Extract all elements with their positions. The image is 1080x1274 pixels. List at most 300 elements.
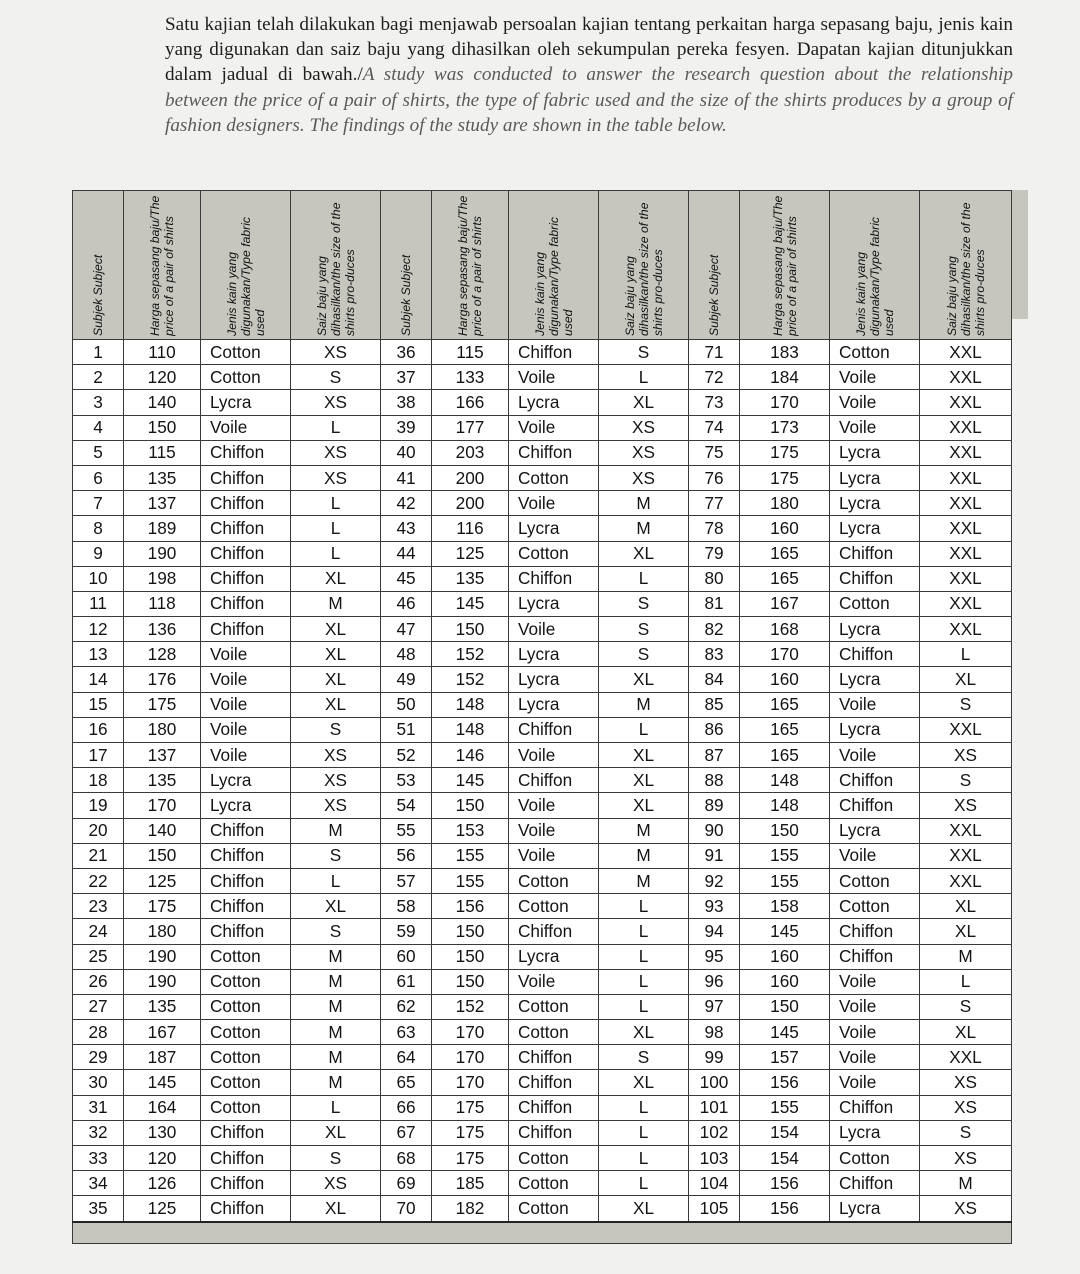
size-cell: XL [599, 390, 689, 415]
size-cell: XL [599, 768, 689, 793]
price-cell: 165 [740, 566, 830, 591]
subject-cell: 46 [381, 591, 432, 616]
price-cell: 168 [740, 617, 830, 642]
subject-cell: 23 [73, 894, 124, 919]
subject-cell: 58 [381, 894, 432, 919]
size-cell: L [599, 969, 689, 994]
size-cell: M [599, 491, 689, 516]
size-cell: S [920, 994, 1012, 1019]
fabric-cell: Cotton [509, 894, 599, 919]
price-cell: 150 [432, 919, 509, 944]
subject-cell: 36 [381, 340, 432, 365]
table-row [73, 692, 1012, 717]
subject-cell: 68 [381, 1146, 432, 1171]
table-row [73, 667, 1012, 692]
fabric-cell: Cotton [509, 1171, 599, 1196]
subject-cell: 14 [73, 667, 124, 692]
fabric-cell: Cotton [509, 1020, 599, 1045]
price-cell: 150 [124, 415, 201, 440]
price-cell: 135 [124, 465, 201, 490]
size-cell: XS [291, 440, 381, 465]
subject-cell: 35 [73, 1196, 124, 1222]
subject-cell: 56 [381, 843, 432, 868]
price-cell: 176 [124, 667, 201, 692]
subject-cell: 105 [689, 1196, 740, 1222]
fabric-cell: Chiffon [830, 768, 920, 793]
size-cell: S [599, 340, 689, 365]
fabric-cell: Lycra [830, 818, 920, 843]
fabric-cell: Voile [830, 1045, 920, 1070]
size-cell: M [599, 818, 689, 843]
subject-cell: 97 [689, 994, 740, 1019]
fabric-cell: Cotton [201, 365, 291, 390]
size-cell: M [599, 843, 689, 868]
size-cell: XL [291, 667, 381, 692]
size-cell: XL [599, 1196, 689, 1222]
fabric-cell: Chiffon [201, 516, 291, 541]
header-label: Saiz baju yang dihasilkan/the size of the shirts pro-duces [944, 202, 987, 336]
fabric-cell: Lycra [509, 642, 599, 667]
price-cell: 145 [432, 768, 509, 793]
subject-cell: 81 [689, 591, 740, 616]
subject-cell: 64 [381, 1045, 432, 1070]
price-cell: 155 [740, 843, 830, 868]
price-cell: 166 [432, 390, 509, 415]
size-cell: XXL [920, 465, 1012, 490]
price-cell: 130 [124, 1120, 201, 1145]
price-cell: 145 [740, 1020, 830, 1045]
price-cell: 175 [740, 440, 830, 465]
header-price [124, 191, 201, 340]
fabric-cell: Voile [201, 743, 291, 768]
price-cell: 155 [740, 1095, 830, 1120]
table-header [73, 191, 1012, 340]
subject-cell: 72 [689, 365, 740, 390]
size-cell: XL [291, 642, 381, 667]
subject-cell: 19 [73, 793, 124, 818]
subject-cell: 31 [73, 1095, 124, 1120]
header-fabric [830, 191, 920, 340]
size-cell: XXL [920, 440, 1012, 465]
price-cell: 165 [740, 541, 830, 566]
size-cell: XL [920, 667, 1012, 692]
price-cell: 170 [740, 642, 830, 667]
price-cell: 118 [124, 591, 201, 616]
table-row [73, 365, 1012, 390]
size-cell: XL [920, 894, 1012, 919]
fabric-cell: Lycra [201, 768, 291, 793]
price-cell: 146 [432, 743, 509, 768]
size-cell: M [291, 1070, 381, 1095]
footer-band [73, 1222, 1012, 1244]
fabric-cell: Voile [830, 1070, 920, 1095]
header-price [740, 191, 830, 340]
price-cell: 115 [432, 340, 509, 365]
subject-cell: 42 [381, 491, 432, 516]
subject-cell: 85 [689, 692, 740, 717]
fabric-cell: Lycra [830, 667, 920, 692]
size-cell: S [599, 1045, 689, 1070]
fabric-cell: Chiffon [509, 1070, 599, 1095]
subject-cell: 52 [381, 743, 432, 768]
fabric-cell: Chiffon [830, 919, 920, 944]
table-row [73, 491, 1012, 516]
subject-cell: 7 [73, 491, 124, 516]
price-cell: 160 [740, 969, 830, 994]
price-cell: 128 [124, 642, 201, 667]
price-cell: 136 [124, 617, 201, 642]
size-cell: XL [291, 894, 381, 919]
fabric-cell: Lycra [830, 1196, 920, 1222]
table-row [73, 1146, 1012, 1171]
size-cell: S [291, 1146, 381, 1171]
price-cell: 145 [124, 1070, 201, 1095]
size-cell: XXL [920, 617, 1012, 642]
fabric-cell: Cotton [201, 969, 291, 994]
subject-cell: 96 [689, 969, 740, 994]
subject-cell: 59 [381, 919, 432, 944]
fabric-cell: Chiffon [509, 1120, 599, 1145]
fabric-cell: Lycra [201, 390, 291, 415]
subject-cell: 62 [381, 994, 432, 1019]
price-cell: 180 [124, 919, 201, 944]
fabric-cell: Lycra [830, 440, 920, 465]
size-cell: XS [599, 440, 689, 465]
subject-cell: 28 [73, 1020, 124, 1045]
price-cell: 175 [432, 1146, 509, 1171]
subject-cell: 47 [381, 617, 432, 642]
table-row [73, 894, 1012, 919]
size-cell: XL [291, 692, 381, 717]
price-cell: 148 [740, 793, 830, 818]
subject-cell: 77 [689, 491, 740, 516]
table-row [73, 340, 1012, 365]
subject-cell: 16 [73, 717, 124, 742]
fabric-cell: Lycra [830, 465, 920, 490]
price-cell: 167 [740, 591, 830, 616]
price-cell: 120 [124, 365, 201, 390]
size-cell: M [291, 969, 381, 994]
fabric-cell: Cotton [201, 1045, 291, 1070]
header-label: Harga sepasang baju/The price of a pair of shirts [148, 195, 176, 336]
table-row [73, 465, 1012, 490]
fabric-cell: Chiffon [509, 340, 599, 365]
subject-cell: 41 [381, 465, 432, 490]
fabric-cell: Voile [201, 642, 291, 667]
size-cell: XXL [920, 415, 1012, 440]
subject-cell: 67 [381, 1120, 432, 1145]
price-cell: 170 [432, 1045, 509, 1070]
size-cell: L [599, 566, 689, 591]
price-cell: 182 [432, 1196, 509, 1222]
size-cell: L [291, 415, 381, 440]
subject-cell: 79 [689, 541, 740, 566]
size-cell: S [920, 768, 1012, 793]
fabric-cell: Lycra [830, 717, 920, 742]
subject-cell: 20 [73, 818, 124, 843]
fabric-cell: Cotton [201, 944, 291, 969]
subject-cell: 84 [689, 667, 740, 692]
subject-cell: 4 [73, 415, 124, 440]
intro-paragraph [165, 12, 1013, 138]
price-cell: 150 [124, 843, 201, 868]
table-row [73, 1020, 1012, 1045]
header-label: Saiz baju yang dihasilkan/the size of the shirts pro-duces [622, 202, 665, 336]
price-cell: 156 [740, 1196, 830, 1222]
price-cell: 125 [124, 868, 201, 893]
fabric-cell: Chiffon [509, 768, 599, 793]
header-subject [689, 191, 740, 340]
size-cell: XXL [920, 591, 1012, 616]
size-cell: XL [599, 1070, 689, 1095]
size-cell: M [291, 994, 381, 1019]
subject-cell: 66 [381, 1095, 432, 1120]
table-row [73, 1120, 1012, 1145]
table-row [73, 591, 1012, 616]
size-cell: XS [599, 465, 689, 490]
size-cell: L [599, 994, 689, 1019]
price-cell: 200 [432, 491, 509, 516]
header-subject [381, 191, 432, 340]
subject-cell: 82 [689, 617, 740, 642]
subject-cell: 61 [381, 969, 432, 994]
fabric-cell: Lycra [509, 516, 599, 541]
fabric-cell: Lycra [509, 944, 599, 969]
size-cell: L [291, 1095, 381, 1120]
table-row [73, 1095, 1012, 1120]
table-row [73, 566, 1012, 591]
table-row [73, 919, 1012, 944]
subject-cell: 2 [73, 365, 124, 390]
price-cell: 156 [740, 1171, 830, 1196]
price-cell: 177 [432, 415, 509, 440]
price-cell: 152 [432, 994, 509, 1019]
fabric-cell: Chiffon [509, 566, 599, 591]
subject-cell: 3 [73, 390, 124, 415]
subject-cell: 94 [689, 919, 740, 944]
table-row [73, 743, 1012, 768]
subject-cell: 21 [73, 843, 124, 868]
fabric-cell: Voile [509, 743, 599, 768]
subject-cell: 57 [381, 868, 432, 893]
subject-cell: 101 [689, 1095, 740, 1120]
fabric-cell: Chiffon [201, 1171, 291, 1196]
subject-cell: 15 [73, 692, 124, 717]
size-cell: L [599, 365, 689, 390]
fabric-cell: Voile [509, 793, 599, 818]
header-edge-tab [1011, 190, 1028, 319]
table-row [73, 390, 1012, 415]
price-cell: 137 [124, 491, 201, 516]
table-row [73, 516, 1012, 541]
fabric-cell: Chiffon [509, 717, 599, 742]
table-footer [73, 1222, 1012, 1244]
size-cell: XL [599, 743, 689, 768]
header-row [73, 191, 1012, 340]
subject-cell: 70 [381, 1196, 432, 1222]
price-cell: 170 [432, 1020, 509, 1045]
price-cell: 150 [740, 818, 830, 843]
fabric-cell: Chiffon [509, 440, 599, 465]
size-cell: XS [291, 743, 381, 768]
subject-cell: 34 [73, 1171, 124, 1196]
size-cell: L [291, 516, 381, 541]
size-cell: M [291, 944, 381, 969]
size-cell: M [920, 1171, 1012, 1196]
size-cell: XXL [920, 340, 1012, 365]
price-cell: 150 [432, 969, 509, 994]
size-cell: M [599, 516, 689, 541]
price-cell: 165 [740, 692, 830, 717]
size-cell: M [599, 692, 689, 717]
subject-cell: 49 [381, 667, 432, 692]
fabric-cell: Voile [509, 365, 599, 390]
price-cell: 148 [740, 768, 830, 793]
size-cell: XXL [920, 1045, 1012, 1070]
size-cell: XXL [920, 491, 1012, 516]
fabric-cell: Cotton [509, 1146, 599, 1171]
fabric-cell: Voile [830, 994, 920, 1019]
header-label: Harga sepasang baju/The price of a pair of shirts [456, 195, 484, 336]
subject-cell: 60 [381, 944, 432, 969]
size-cell: XL [291, 1196, 381, 1222]
price-cell: 145 [432, 591, 509, 616]
subject-cell: 44 [381, 541, 432, 566]
price-cell: 154 [740, 1146, 830, 1171]
price-cell: 160 [740, 516, 830, 541]
price-cell: 156 [432, 894, 509, 919]
price-cell: 155 [432, 868, 509, 893]
fabric-cell: Chiffon [201, 894, 291, 919]
subject-cell: 9 [73, 541, 124, 566]
size-cell: XS [291, 390, 381, 415]
header-label: Saiz baju yang dihasilkan/the size of the shirts pro-duces [314, 202, 357, 336]
size-cell: L [599, 1095, 689, 1120]
table-row [73, 768, 1012, 793]
subject-cell: 93 [689, 894, 740, 919]
fabric-cell: Lycra [509, 667, 599, 692]
price-cell: 180 [124, 717, 201, 742]
price-cell: 150 [432, 793, 509, 818]
size-cell: M [920, 944, 1012, 969]
fabric-cell: Cotton [830, 591, 920, 616]
price-cell: 116 [432, 516, 509, 541]
subject-cell: 40 [381, 440, 432, 465]
subject-cell: 39 [381, 415, 432, 440]
price-cell: 165 [740, 743, 830, 768]
size-cell: M [291, 1045, 381, 1070]
subject-cell: 53 [381, 768, 432, 793]
price-cell: 125 [432, 541, 509, 566]
size-cell: M [291, 591, 381, 616]
size-cell: XL [599, 793, 689, 818]
subject-cell: 45 [381, 566, 432, 591]
subject-cell: 100 [689, 1070, 740, 1095]
fabric-cell: Lycra [509, 390, 599, 415]
fabric-cell: Lycra [509, 692, 599, 717]
subject-cell: 22 [73, 868, 124, 893]
price-cell: 183 [740, 340, 830, 365]
header-size [920, 191, 1012, 340]
subject-cell: 104 [689, 1171, 740, 1196]
subject-cell: 89 [689, 793, 740, 818]
size-cell: L [599, 1171, 689, 1196]
size-cell: XXL [920, 868, 1012, 893]
price-cell: 184 [740, 365, 830, 390]
price-cell: 150 [432, 944, 509, 969]
price-cell: 154 [740, 1120, 830, 1145]
fabric-cell: Voile [509, 818, 599, 843]
size-cell: XS [920, 743, 1012, 768]
price-cell: 140 [124, 818, 201, 843]
subject-cell: 86 [689, 717, 740, 742]
size-cell: M [291, 1020, 381, 1045]
subject-cell: 71 [689, 340, 740, 365]
price-cell: 167 [124, 1020, 201, 1045]
size-cell: L [291, 541, 381, 566]
subject-cell: 80 [689, 566, 740, 591]
size-cell: XS [920, 1095, 1012, 1120]
price-cell: 155 [740, 868, 830, 893]
size-cell: XL [920, 919, 1012, 944]
fabric-cell: Cotton [830, 340, 920, 365]
fabric-cell: Voile [509, 491, 599, 516]
fabric-cell: Chiffon [830, 566, 920, 591]
subject-cell: 5 [73, 440, 124, 465]
fabric-cell: Chiffon [201, 818, 291, 843]
price-cell: 190 [124, 944, 201, 969]
size-cell: S [291, 365, 381, 390]
size-cell: XL [920, 1020, 1012, 1045]
price-cell: 185 [432, 1171, 509, 1196]
subject-cell: 103 [689, 1146, 740, 1171]
size-cell: M [291, 818, 381, 843]
size-cell: L [920, 642, 1012, 667]
fabric-cell: Voile [830, 365, 920, 390]
subject-cell: 12 [73, 617, 124, 642]
price-cell: 133 [432, 365, 509, 390]
size-cell: L [291, 491, 381, 516]
table-row [73, 843, 1012, 868]
header-price [432, 191, 509, 340]
price-cell: 135 [432, 566, 509, 591]
fabric-cell: Lycra [830, 491, 920, 516]
header-label: Subjek Subject [399, 254, 413, 336]
price-cell: 160 [740, 944, 830, 969]
fabric-cell: Cotton [509, 465, 599, 490]
fabric-cell: Cotton [830, 894, 920, 919]
fabric-cell: Chiffon [201, 440, 291, 465]
size-cell: M [599, 868, 689, 893]
price-cell: 173 [740, 415, 830, 440]
price-cell: 140 [124, 390, 201, 415]
fabric-cell: Voile [201, 692, 291, 717]
size-cell: XS [291, 793, 381, 818]
subject-cell: 13 [73, 642, 124, 667]
table-row [73, 818, 1012, 843]
size-cell: L [599, 717, 689, 742]
subject-cell: 10 [73, 566, 124, 591]
subject-cell: 90 [689, 818, 740, 843]
subject-cell: 92 [689, 868, 740, 893]
price-cell: 156 [740, 1070, 830, 1095]
fabric-cell: Voile [509, 415, 599, 440]
subject-cell: 8 [73, 516, 124, 541]
table-row [73, 994, 1012, 1019]
subject-cell: 33 [73, 1146, 124, 1171]
subject-cell: 48 [381, 642, 432, 667]
subject-cell: 18 [73, 768, 124, 793]
